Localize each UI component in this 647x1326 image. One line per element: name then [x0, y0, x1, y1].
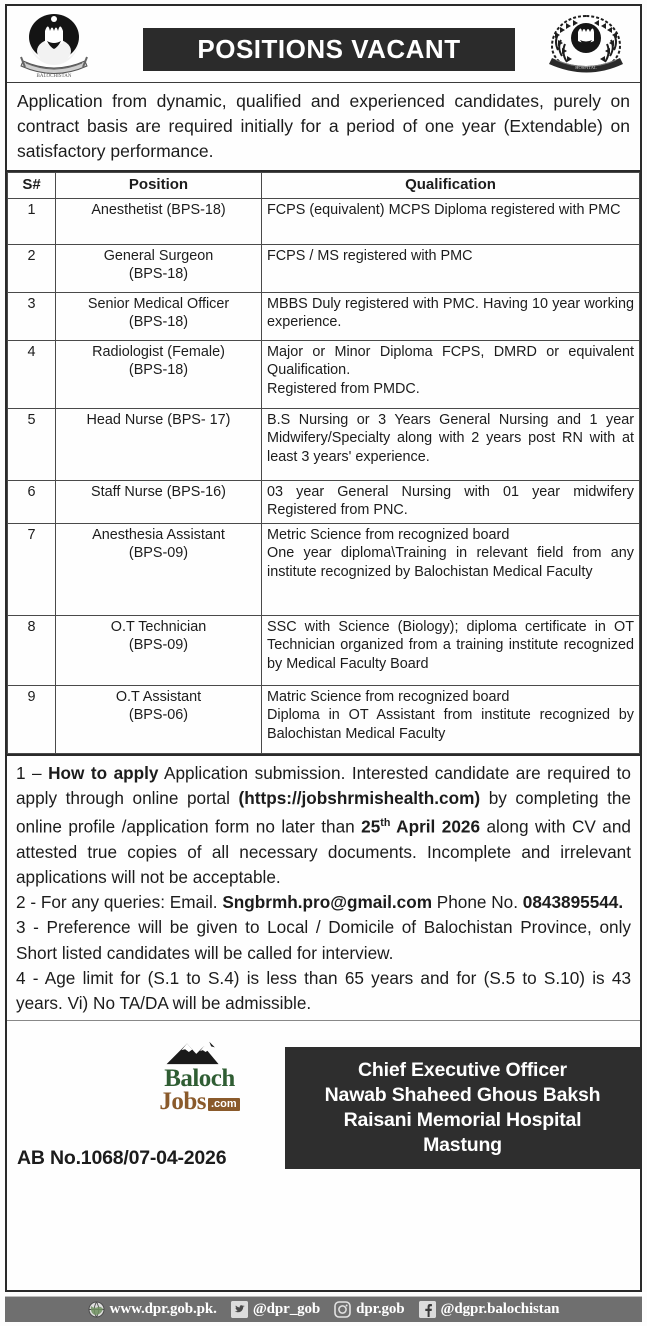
table-row [8, 340, 640, 408]
logo-text-com: .com [208, 1098, 240, 1111]
banner-title: POSITIONS VACANT [197, 34, 461, 64]
row-position: Anesthetist (BPS-18) [56, 198, 262, 244]
intro-paragraph: Application from dynamic, qualified and experienced candidates, purely on contract basis are required initially for a period of one year (Extendable) on satisfactory performance. [17, 91, 630, 161]
positions-table [7, 172, 640, 754]
table-row [8, 615, 640, 685]
ceo-signature-block [285, 1047, 640, 1169]
note1-number: 1 – [16, 762, 49, 783]
table-row [8, 244, 640, 292]
row-qualification: B.S Nursing or 3 Years General Nursing and 1 year Midwifery/Specialty along with 2 years post RN with at least 3 years' experience. [262, 408, 640, 480]
notes-section [7, 754, 640, 1021]
intro-section [7, 83, 640, 172]
ceo-line-org2: Raisani Memorial Hospital [343, 1109, 582, 1132]
contact-phone: 0843895544. [522, 892, 624, 913]
row-qualification: FCPS / MS registered with PMC [262, 244, 640, 292]
note-preference: 3 - Preference will be given to Local / Domicile of Balochistan Province, only Short listed candidates will be called for interview. [16, 917, 631, 963]
social-link-facebook[interactable] [419, 1301, 560, 1318]
row-serial: 8 [8, 615, 56, 685]
row-serial: 6 [8, 480, 56, 523]
row-qualification: MBBS Duly registered with PMC. Having 10 year working experience. [262, 292, 640, 340]
instagram-icon [334, 1301, 351, 1318]
table-row [8, 480, 640, 523]
social-label-facebook: @dgpr.balochistan [440, 1301, 560, 1317]
logo-text-jobs: Jobs [159, 1088, 206, 1116]
row-position: General Surgeon (BPS-18) [56, 244, 262, 292]
row-position: Radiologist (Female) (BPS-18) [56, 340, 262, 408]
logo-text-baloch: Baloch [164, 1065, 235, 1093]
positions-vacant-banner [143, 28, 515, 71]
row-qualification: FCPS (equivalent) MCPS Diploma registered with PMC [262, 198, 640, 244]
table-row [8, 198, 640, 244]
ceo-line-org1: Nawab Shaheed Ghous Baksh [324, 1084, 601, 1107]
header [7, 6, 640, 83]
row-position: Anesthesia Assistant (BPS-09) [56, 523, 262, 615]
svg-text:BALOCHISTAN: BALOCHISTAN [36, 74, 72, 79]
table-body [8, 198, 640, 753]
row-position: O.T Assistant (BPS-06) [56, 685, 262, 753]
svg-text:HOSPITAL: HOSPITAL [575, 65, 597, 70]
balochjobs-logo[interactable] [147, 1039, 252, 1114]
social-link-instagram[interactable] [334, 1301, 404, 1318]
ab-number: AB No.1068/07-04-2026 [17, 1147, 227, 1170]
mountain-icon [147, 1039, 252, 1065]
social-media-bar [5, 1296, 642, 1322]
social-label-twitter: @dpr_gob [252, 1301, 321, 1317]
social-label-instagram: dpr.gob [356, 1301, 405, 1317]
social-label-website: www.dpr.gob.pk. [109, 1301, 217, 1317]
ceo-line-title: Chief Executive Officer [358, 1059, 567, 1082]
hospital-crest-icon [538, 10, 634, 80]
note-how-to-apply [16, 761, 631, 891]
row-position: O.T Technician (BPS-09) [56, 615, 262, 685]
row-serial: 4 [8, 340, 56, 408]
row-position: Staff Nurse (BPS-16) [56, 480, 262, 523]
table-row [8, 408, 640, 480]
column-header-position: Position [56, 173, 262, 199]
note1-text-a: Application submission. Interested candidate are required to apply through online portal [16, 762, 631, 808]
footer [7, 1020, 640, 1192]
row-serial: 2 [8, 244, 56, 292]
table-row [8, 523, 640, 615]
note-queries [16, 890, 631, 915]
table-row [8, 685, 640, 753]
row-serial: 9 [8, 685, 56, 753]
row-serial: 5 [8, 408, 56, 480]
row-qualification: Major or Minor Diploma FCPS, DMRD or equivalent Qualification. Registered from PMDC. [262, 340, 640, 408]
note-age-limit: 4 - Age limit for (S.1 to S.4) is less than 65 years and for (S.5 to S.10) is 43 years. Vi) No TA/DA will be admissible. [16, 967, 631, 1014]
facebook-icon [419, 1301, 436, 1318]
note1-heading: How to apply [48, 762, 159, 783]
row-serial: 7 [8, 523, 56, 615]
row-qualification: 03 year General Nursing with 01 year midwifery Registered from PNC. [262, 480, 640, 523]
note2-text-b: Phone No. [432, 892, 523, 913]
note1-text-c: along with CV and attested true copies of all necessary documents. Incomplete and irrelevant applications will not be acceptable. [16, 816, 631, 888]
apply-portal-url[interactable]: (https://jobshrmishealth.com) [238, 787, 481, 808]
deadline-day: 25 [361, 816, 381, 837]
deadline-rest: April 2026 [390, 816, 481, 837]
twitter-icon [231, 1301, 248, 1318]
row-qualification: Metric Science from recognized board One year diploma\Training in relevant field from any institute recognized by Balochistan Medical Faculty [262, 523, 640, 615]
row-position: Head Nurse (BPS- 17) [56, 408, 262, 480]
column-header-sn: S# [8, 173, 56, 199]
note2-text-a: 2 - For any queries: Email. [16, 892, 223, 913]
document-frame [5, 4, 642, 1292]
row-serial: 1 [8, 198, 56, 244]
ceo-line-city: Mastung [423, 1134, 502, 1157]
row-qualification: SSC with Science (Biology); diploma certificate in OT Technician organized from a training institute recognized by Medical Faculty Board [262, 615, 640, 685]
government-of-balochistan-crest-icon [13, 11, 95, 79]
deadline-ordinal: th [380, 816, 391, 829]
table-row [8, 292, 640, 340]
logo-jobs-row [147, 1089, 252, 1114]
globe-icon [88, 1301, 105, 1318]
note1-text-b: by completing the online profile /application form no later than [16, 787, 631, 837]
column-header-qualification: Qualification [262, 173, 640, 199]
row-serial: 3 [8, 292, 56, 340]
contact-email[interactable]: Sngbrmh.pro@gmail.com [222, 892, 432, 913]
row-position: Senior Medical Officer (BPS-18) [56, 292, 262, 340]
social-link-website[interactable] [88, 1301, 217, 1318]
social-link-twitter[interactable] [231, 1301, 320, 1318]
table-header-row [8, 173, 640, 199]
row-qualification: Matric Science from recognized board Diploma in OT Assistant from institute recognized by Balochistan Medical Faculty [262, 685, 640, 753]
